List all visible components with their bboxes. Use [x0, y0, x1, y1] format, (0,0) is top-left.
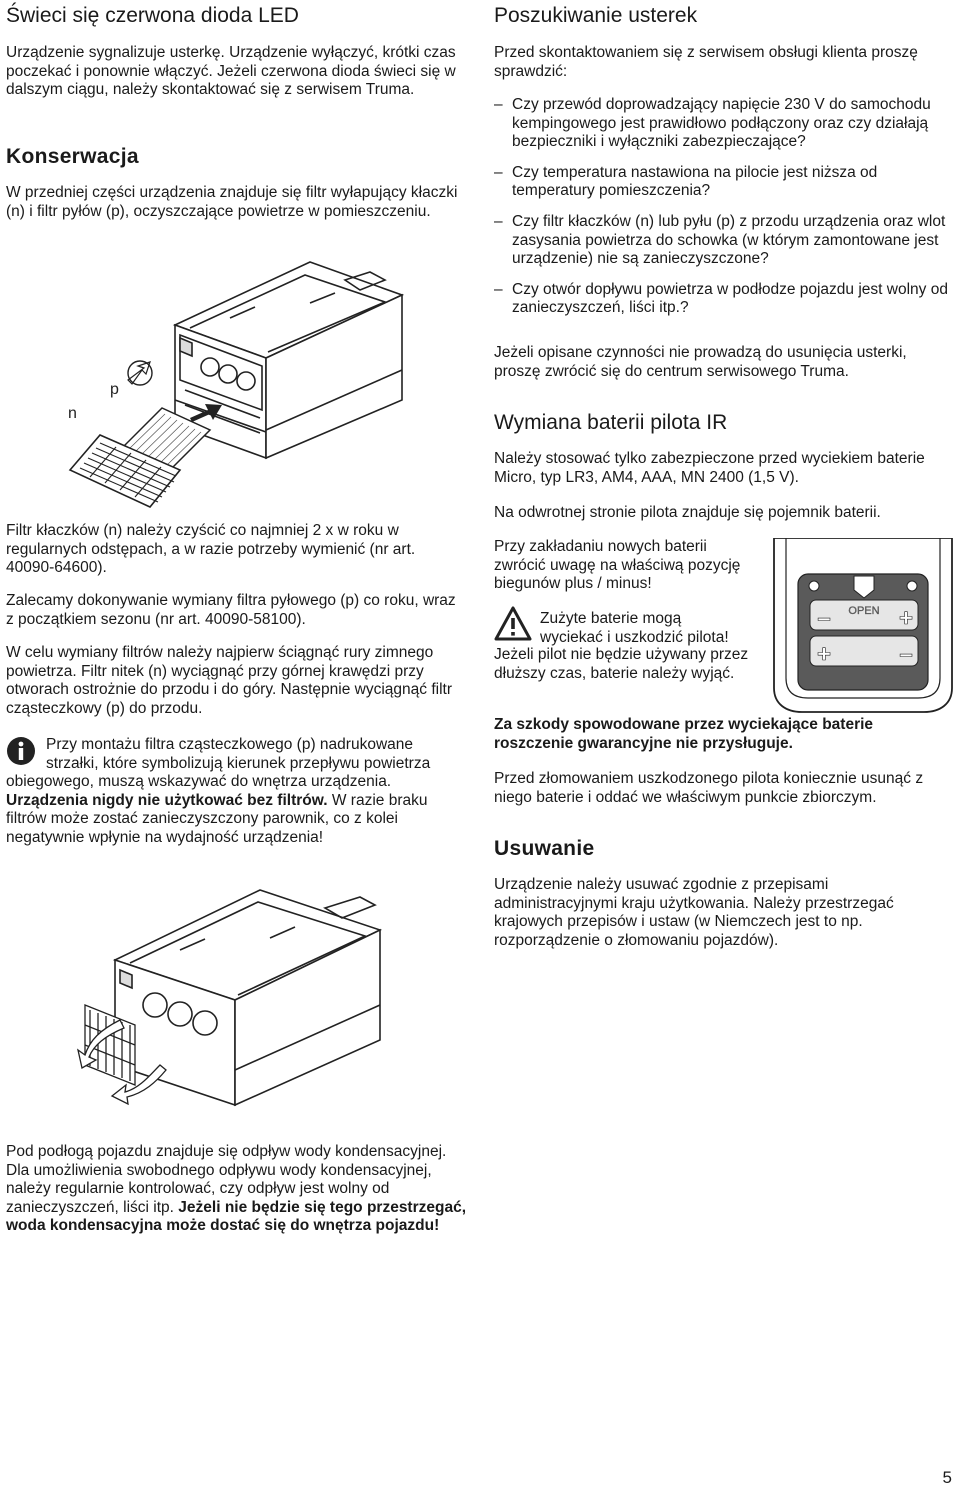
battery-paragraph-2: Na odwrotnej stronie pilota znajduje się pojemnik baterii. — [494, 504, 881, 521]
checklist-item-text: Czy otwór dopływu powietrza w podłodze pojazdu jest wolny od zanieczyszczeń, liści itp.? — [512, 280, 948, 317]
checklist-item-text: Czy temperatura nastawiona na pilocie jest niższa od temperatury pomieszczenia? — [512, 163, 878, 200]
led-text: Urządzenie sygnalizuje usterkę. Urządzenie wyłączyć, krótki czas poczekać i ponownie włączyć. Jeżeli czerwona dioda świeci się w dalszym ciągu, należy skontaktować się z serwisem Truma. — [6, 44, 456, 99]
remote-battery-svg — [770, 538, 956, 714]
battery-warranty-note: Za szkody spowodowane przez wyciekające baterie roszczenie gwarancyjne nie przysługuje. — [494, 716, 874, 752]
ac-unit-grille-illustration — [60, 860, 430, 1120]
svg-text:–: – — [899, 641, 913, 668]
info-text-1: Przy montażu filtra cząsteczkowego (p) nadrukowane strzałki, które symbolizują kierunek przepływu powietrza obiegowego, muszą wskazywać do wnętrza urządzenia. — [6, 736, 431, 791]
drain-text: Pod podłogą pojazdu znajduje się odpływ wody kondensacyjnej. Dla umożliwienia swobodnego odpływu wody kondensacyjnej, należy regularnie kontrolować, czy odpływ jest wolny od zanieczyszczeń, liści itp. — [6, 1143, 447, 1216]
filter-paragraph-1: Filtr kłaczków (n) należy czyścić co najmniej 2 x w roku w regularnych odstępach, a w razie potrzeby wymienić (nr art. 40090-64600). — [6, 522, 416, 577]
troubleshooting-intro: Przed skontaktowaniem się z serwisem obsługi klienta proszę sprawdzić: — [494, 44, 918, 80]
battery-paragraph-5: Przed złomowaniem uszkodzonego pilota koniecznie usunąć z niego baterie i oddać we właściwym punkcie zbiorczym. — [494, 770, 924, 806]
battery-paragraph-1: Należy stosować tylko zabezpieczone przed wyciekiem baterie Micro, typ LR3, AM4, AAA, MN 2400 (1,5 V). — [494, 450, 925, 486]
checklist-item: – Czy otwór dopływu powietrza w podłodze pojazdu jest wolny od zanieczyszczeń, liści itp.? — [494, 280, 948, 317]
troubleshooting-outro: Jeżeli opisane czynności nie prowadzą do usunięcia usterki, proszę zwrócić się do centrum serwisowego Truma. — [494, 344, 907, 380]
svg-text:–: – — [817, 605, 831, 632]
checklist-item: – Czy filtr kłaczków (n) lub pyłu (p) z przodu urządzenia oraz wlot zasysania powietrza do schowka (w którym zamontowane jest urządzenie) nie są zanieczyszczone? — [494, 212, 946, 268]
svg-text:+: + — [898, 605, 914, 632]
led-heading: Świeci się czerwona dioda LED — [6, 4, 299, 27]
maintenance-heading: Konserwacja — [6, 145, 139, 168]
battery-paragraph-3: Przy zakładaniu nowych baterii zwrócić uwagę na właściwą pozycję biegunów plus / minus! — [494, 538, 741, 593]
warning-icon — [494, 606, 532, 642]
info-bold: Urządzenia nigdy nie użytkować bez filtrów. — [6, 791, 328, 809]
drain-bold: Jeżeli nie będzie się tego przestrzegać, woda kondensacyjna może dostać się do wnętrza pojazdu! — [6, 1198, 467, 1235]
battery-heading: Wymiana baterii pilota IR — [494, 411, 728, 434]
troubleshooting-heading: Poszukiwanie usterek — [494, 4, 698, 27]
ac-unit-grille-svg — [60, 860, 430, 1120]
battery-paragraph-4: Jeżeli pilot nie będzie używany przez dłuższy czas, baterie należy wyjąć. — [494, 646, 749, 682]
open-label: OPEN — [848, 605, 880, 617]
filter-paragraph-3: W celu wymiany filtrów należy najpierw ściągnąć rury zimnego powietrza. Filtr nitek (n) wyciągnąć przy górnej krawędzi przy otworach ostrożnie do przodu i do góry. Następnie wyciągnąć filtr cząsteczkowy (p) do przodu. — [6, 644, 452, 717]
checklist-item-text: Czy filtr kłaczków (n) lub pyłu (p) z przodu urządzenia oraz wlot zasysania powietrza do schowka (w którym zamontowane jest urządzenie) nie są zanieczyszczone? — [512, 212, 946, 268]
maintenance-text: W przedniej części urządzenia znajduje się filtr wyłapujący kłaczki (n) i filtr pyłów (p), oczyszczające powietrze w pomieszczeniu. — [6, 184, 458, 220]
checklist-item: – Czy przewód doprowadzający napięcie 230 V do samochodu kempingowego jest prawidłowo podłączony oraz czy działają bezpieczniki i wyłączniki zabezpieczające? — [494, 96, 931, 151]
warning-text: Zużyte baterie mogą wyciekać i uszkodzić pilota! — [540, 610, 729, 646]
ac-unit-filter-illustration — [40, 240, 420, 510]
label-p: p — [110, 381, 119, 398]
troubleshooting-checklist — [494, 96, 954, 330]
checklist-item: – Czy temperatura nastawiona na pilocie jest niższa od temperatury pomieszczenia? — [494, 163, 878, 200]
remote-battery-illustration — [770, 538, 956, 714]
info-text-2: W razie braku filtrów może zostać zanieczyszczony parownik, co z kolei negatywnie wpłynie na wydajność urządzenia! — [6, 791, 428, 846]
info-note — [6, 736, 466, 848]
filter-paragraph-2: Zalecamy dokonywanie wymiany filtra pyłowego (p) co roku, wraz z początkiem sezonu (nr art. 40090-58100). — [6, 592, 456, 628]
drain-note — [6, 1143, 466, 1236]
checklist-item-text: Czy przewód doprowadzający napięcie 230 V do samochodu kempingowego jest prawidłowo podłączony oraz czy działają bezpieczniki i wyłączniki zabezpieczające? — [512, 96, 931, 151]
page-number: 5 — [942, 1468, 952, 1487]
ac-unit-filter-svg — [40, 240, 420, 510]
svg-text:+: + — [816, 641, 832, 668]
disposal-text: Urządzenie należy usuwać zgodnie z przepisami administracyjnymi kraju użytkowania. Należy przestrzegać krajowych przepisów i ustaw (w Niemczech jest to np. rozporządzenie o złomowaniu pojazdów). — [494, 876, 894, 949]
label-n: n — [68, 405, 77, 422]
disposal-heading: Usuwanie — [494, 837, 595, 860]
